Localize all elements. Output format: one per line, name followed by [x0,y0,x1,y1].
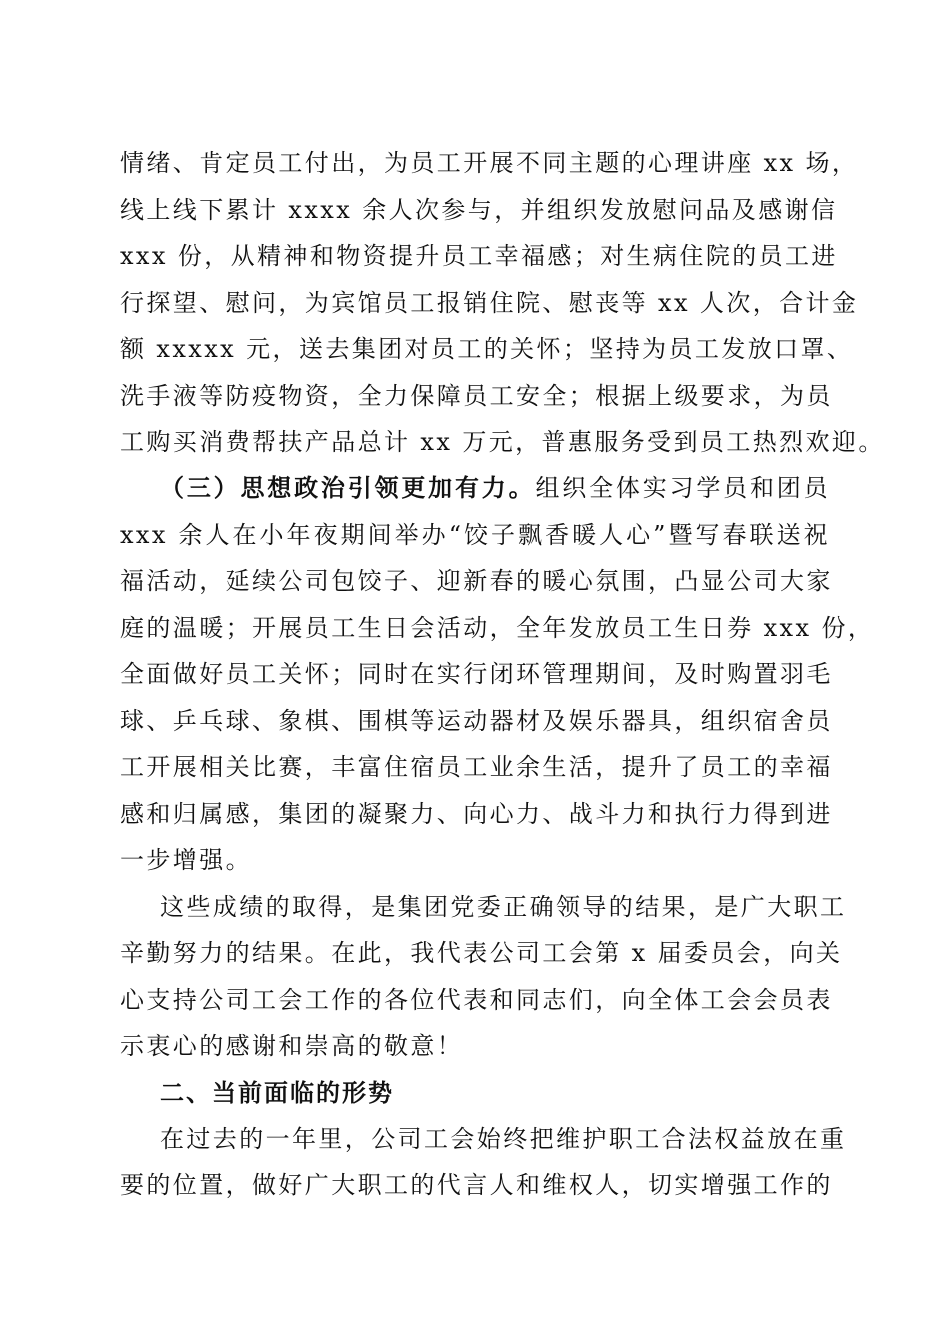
body-text-line: 洗手液等防疫物资，全力保障员工安全；根据上级要求，为员 [120,382,833,410]
body-text-line: 一步增强。 [120,846,252,874]
body-text-line: 这些成绩的取得，是集团党委正确领导的结果，是广大职工 [160,893,847,921]
subsection-lead-text: 组织全体实习学员和团员 [535,474,830,502]
body-text-line: 心支持公司工会工作的各位代表和同志们，向全体工会会员表 [120,986,833,1014]
body-text-line: 辛勤努力的结果。在此，我代表公司工会第 x 届委员会，向关 [120,939,843,967]
section-heading: 二、当前面临的形势 [160,1079,394,1107]
body-text-line: 在过去的一年里，公司工会始终把维护职工合法权益放在重 [160,1125,847,1153]
body-text-line: 福活动，延续公司包饺子、迎新春的暖心氛围，凸显公司大家 [120,567,833,595]
body-text-line: 庭的温暖；开展员工生日会活动，全年发放员工生日券 xxx 份， [120,614,875,642]
body-text-line: 要的位置，做好广大职工的代言人和维权人，切实增强工作的 [120,1171,833,1199]
body-text-line: 示衷心的感谢和崇高的敬意！ [120,1032,464,1060]
body-text-line: 全面做好员工关怀；同时在实行闭环管理期间，及时购置羽毛 [120,660,833,688]
body-text-line: xxx 余人在小年夜期间举办“饺子飘香暖人心”暨写春联送祝 [120,521,830,549]
body-text-line: 工开展相关比赛，丰富住宿员工业余生活，提升了员工的幸福 [120,753,833,781]
body-text-line: 线上线下累计 xxxx 余人次参与，并组织发放慰问品及感谢信 [120,196,838,224]
body-text-line: 球、乒乓球、象棋、围棋等运动器材及娱乐器具，组织宿舍员 [120,707,833,735]
body-text-line: xxx 份，从精神和物资提升员工幸福感；对生病住院的员工进 [120,242,838,270]
body-text-line: 行探望、慰问，为宾馆员工报销住院、慰丧等 xx 人次，合计金 [120,289,859,317]
subsection-first-line [160,468,830,508]
body-text-line: 工购买消费帮扶产品总计 xx 万元，普惠服务受到员工热烈欢迎。 [120,428,885,456]
body-text-line: 额 xxxxx 元，送去集团对员工的关怀；坚持为员工发放口罩、 [120,335,854,363]
subsection-heading-three: （三）思想政治引领更加有力。 [160,473,536,502]
body-text-line: 情绪、肯定员工付出，为员工开展不同主题的心理讲座 xx 场， [120,149,859,177]
body-text-line: 感和归属感，集团的凝聚力、向心力、战斗力和执行力得到进 [120,800,833,828]
